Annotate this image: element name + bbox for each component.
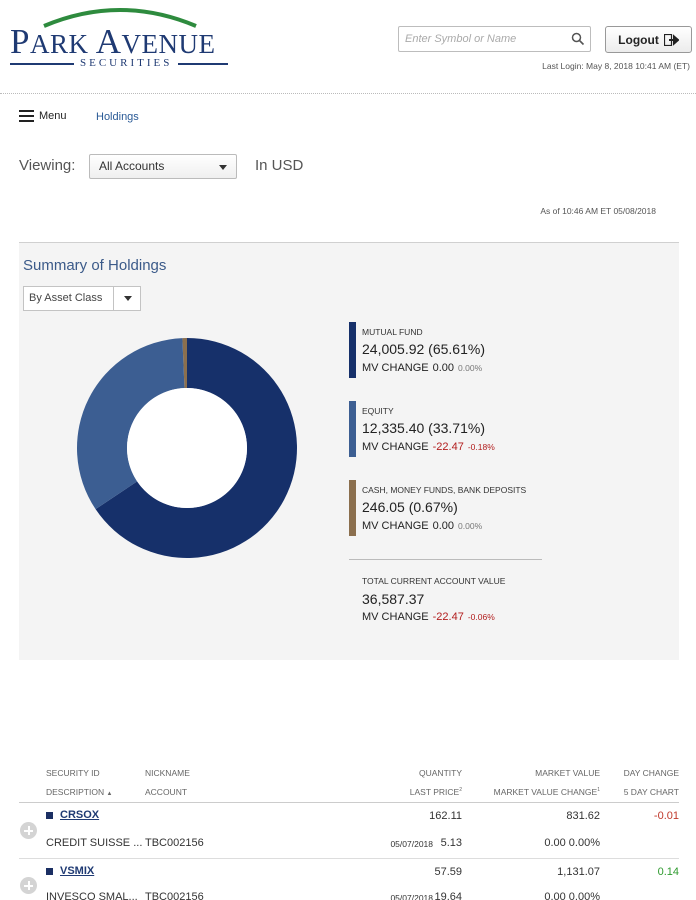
mv-change-value: 0.00 0.00% [544,837,600,849]
day-change-value: 0.14 [657,866,679,878]
logout-icon [664,34,679,46]
legend-category: MUTUAL FUND [362,327,423,337]
account-select[interactable]: All Accounts [89,154,237,179]
header-last-price[interactable]: LAST PRICE$^2$ [409,787,462,797]
viewing-label: Viewing: [19,157,76,174]
legend-mv-change: MV CHANGE -22.47 -0.18% [362,441,495,453]
price-date: 05/07/2018 [390,839,433,849]
total-account-value [362,576,505,623]
expand-plus-icon[interactable] [20,822,37,839]
legend-swatch [349,401,356,457]
mv-change-value: 0.00 0.00% [544,891,600,900]
header-account[interactable]: ACCOUNT [145,787,188,797]
header-day-change[interactable]: DAY CHANGE [623,768,679,778]
summary-title: Summary of Holdings [23,257,167,274]
total-mv-change: MV CHANGE -22.47 -0.06% [362,611,495,623]
legend-cash [349,480,549,536]
chevron-down-icon [219,165,227,170]
chevron-down-icon [124,296,132,301]
symbol-link[interactable]: CRSOX [60,809,100,821]
header-mv-change[interactable]: MARKET VALUE CHANGE$^1$ [493,787,600,797]
row-divider [19,858,679,859]
menu-label: Menu [39,110,67,122]
quantity-value: 162.11 [429,810,462,822]
account-number: TBC002156 [145,891,204,900]
logo: PARK AVENUE [10,22,216,61]
header-nickname[interactable]: NICKNAME [145,768,190,778]
menu-button[interactable] [19,110,67,122]
total-label: TOTAL CURRENT ACCOUNT VALUE [362,576,506,586]
legend-value: 246.05 (0.67%) [362,499,458,515]
header-5-day-chart[interactable]: 5 DAY CHART [623,787,679,797]
symbol-link[interactable]: VSMIX [60,865,95,877]
legend-value: 12,335.40 (33.71%) [362,420,485,436]
header-description[interactable]: DESCRIPTION ▲ [46,787,113,797]
legend-mv-change: MV CHANGE 0.00 0.00% [362,362,483,374]
header-divider [0,93,696,94]
last-price-value: 19.64 [434,891,462,900]
logout-button[interactable]: Logout [605,26,692,53]
table-header-divider [19,802,679,803]
security-description: INVESCO SMAL... [46,891,138,900]
total-divider [349,559,542,560]
symbol-search[interactable] [398,26,591,52]
search-icon[interactable] [571,32,585,46]
legend-mv-change: MV CHANGE 0.00 0.00% [362,520,483,532]
holding-color-marker [46,868,53,875]
search-input[interactable] [405,30,565,48]
holdings-donut-chart [75,336,299,560]
donut-hole [127,388,247,508]
as-of-timestamp: As of 10:46 AM ET 05/08/2018 [540,206,656,216]
currency-label: In USD [255,157,304,174]
market-value: 831.62 [566,810,600,822]
legend-swatch [349,480,356,536]
header-quantity[interactable]: QUANTITY [419,768,462,778]
holding-color-marker [46,812,53,819]
legend-value: 24,005.92 (65.61%) [362,341,485,357]
account-number: TBC002156 [145,837,204,849]
legend-mutual-fund [349,322,549,378]
hamburger-icon [19,110,34,122]
holdings-link[interactable]: Holdings [96,111,139,123]
price-date: 05/07/2018 [390,893,433,900]
header-security-id[interactable]: SECURITY ID [46,768,100,778]
legend-category: EQUITY [362,406,394,416]
logo-subtitle: SECURITIES [10,56,228,72]
day-change-value: -0.01 [653,810,679,822]
last-login: Last Login: May 8, 2018 10:41 AM (ET) [542,61,690,71]
total-value: 36,587.37 [362,591,425,607]
legend-swatch [349,322,356,378]
last-price-value: 5.13 [440,837,462,849]
legend-category: CASH, MONEY FUNDS, BANK DEPOSITS [362,485,527,495]
market-value: 1,131.07 [557,866,600,878]
header-market-value[interactable]: MARKET VALUE [535,768,600,778]
group-by-select[interactable]: By Asset Class [23,286,141,311]
expand-plus-icon[interactable] [20,877,37,894]
sort-up-icon: ▲ [106,791,113,797]
quantity-value: 57.59 [434,866,462,878]
legend-equity [349,401,549,457]
security-description: CREDIT SUISSE ... [46,837,143,849]
